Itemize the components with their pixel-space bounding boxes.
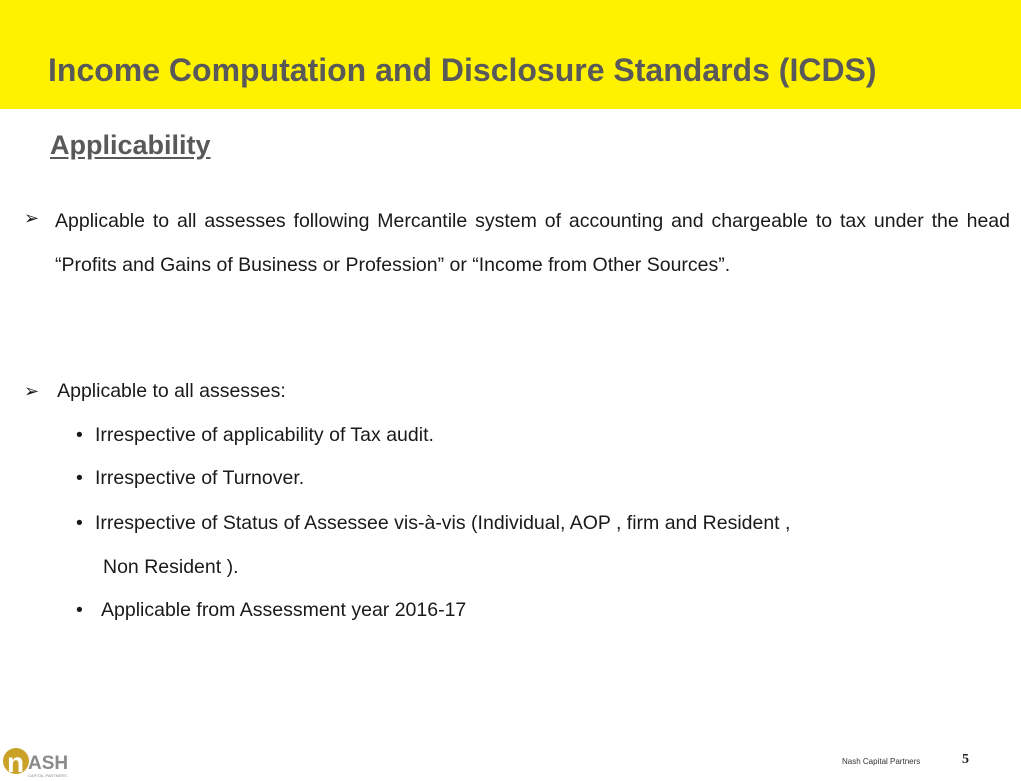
logo-initial: n	[7, 747, 25, 778]
bullet-text: Applicable from Assessment year 2016-17	[101, 599, 467, 621]
footer-company: Nash Capital Partners	[842, 757, 921, 766]
bullet-text: Irrespective of applicability of Tax audit.	[95, 424, 434, 446]
logo-wordmark: ASH	[28, 753, 69, 774]
point-2-text: Applicable to all assesses:	[57, 380, 286, 402]
bullet-continuation: Non Resident ).	[103, 556, 239, 578]
point-1	[24, 203, 1010, 287]
section-heading: Applicability	[50, 130, 211, 160]
bullet-dot-icon: •	[76, 467, 83, 489]
slide-title: Income Computation and Disclosure Standards (ICDS)	[48, 52, 877, 88]
bullet-dot-icon: •	[76, 599, 83, 621]
point-1-text: Applicable to all assesses following Mercantile system of accounting and chargeable to tax under the head “Profits and Gains of Business or Profession” or “Income from Other Sources”.	[55, 210, 1010, 276]
list-item	[76, 512, 790, 535]
list-item	[76, 467, 304, 490]
arrow-bullet-icon: ➢	[24, 381, 40, 401]
list-item	[76, 599, 466, 622]
bullet-dot-icon: •	[76, 424, 83, 446]
page-number: 5	[962, 752, 969, 767]
point-2	[24, 380, 286, 403]
bullet-text: Irrespective of Turnover.	[95, 467, 305, 489]
bullet-text: Irrespective of Status of Assessee vis-à-vis (Individual, AOP , firm and Resident ,	[95, 512, 791, 534]
arrow-bullet-icon: ➢	[24, 208, 40, 228]
bullet-dot-icon: •	[76, 512, 83, 534]
list-item	[76, 424, 434, 447]
nash-logo	[2, 742, 84, 779]
logo-tagline: CAPITAL PARTNERS	[28, 773, 67, 778]
